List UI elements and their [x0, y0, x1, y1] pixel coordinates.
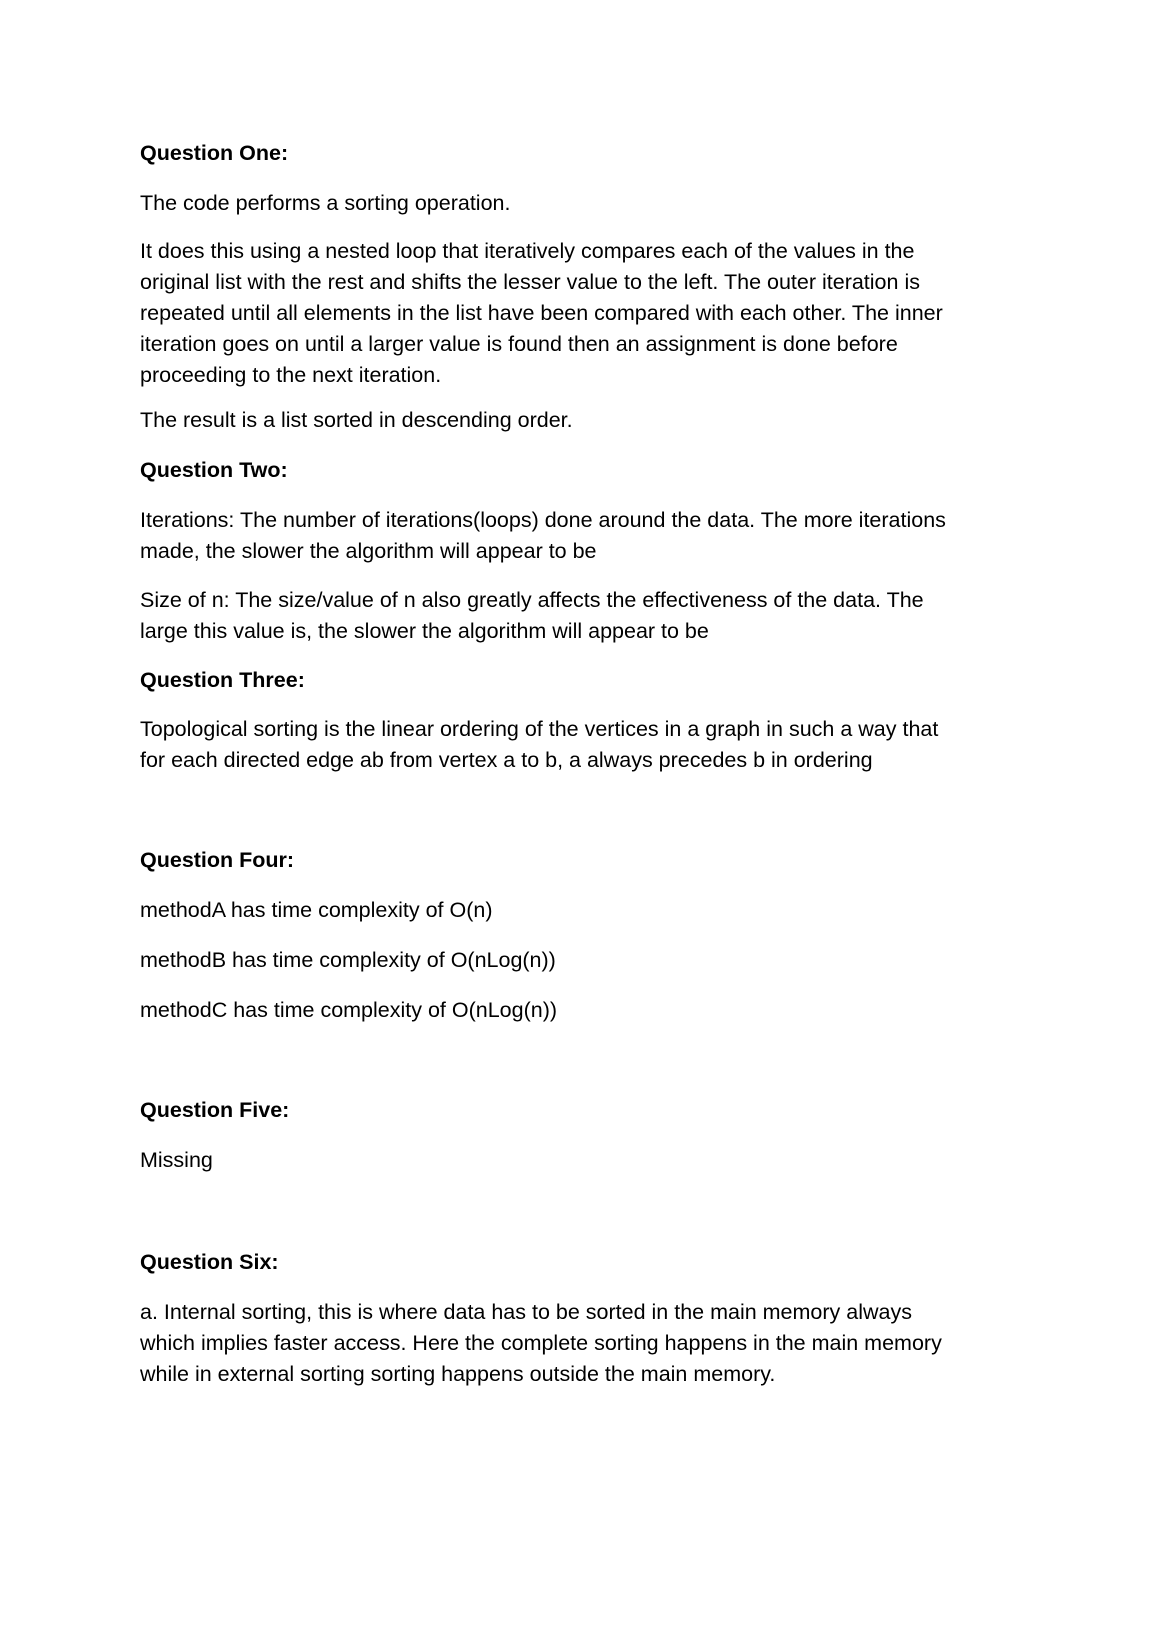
question-one-paragraph-2: It does this using a nested loop that iteratively compares each of the values in the original list with the rest and shifts the lesser value to the left. The outer iteration is repeated until all elements in the list have been compared with each other. The inner iteration goes on until a larger value is found then an assignment is done before proceeding to the next iteration. — [140, 239, 943, 387]
question-one-heading: Question One: — [140, 141, 289, 165]
question-four-paragraph-3: methodC has time complexity of O(nLog(n)) — [140, 998, 558, 1022]
question-one-paragraph-1: The code performs a sorting operation. — [140, 191, 511, 215]
question-two-paragraph-2: Size of n: The size/value of n also greatly affects the effectiveness of the data. The large this value is, the slower the algorithm will appear to be — [140, 588, 924, 643]
question-five-heading: Question Five: — [140, 1098, 290, 1122]
question-five-paragraph-1: Missing — [140, 1148, 213, 1172]
question-six-paragraph-1: a. Internal sorting, this is where data has to be sorted in the main memory always which implies faster access. Here the complete sorting happens in the main memory while in external sorting sorting happens outside the main memory. — [140, 1300, 942, 1386]
document-page — [140, 0, 1040, 1638]
question-four-paragraph-1: methodA has time complexity of O(n) — [140, 898, 493, 922]
question-four-heading: Question Four: — [140, 848, 295, 872]
question-two-paragraph-1: Iterations: The number of iterations(loops) done around the data. The more iterations made, the slower the algorithm will appear to be — [140, 508, 946, 563]
question-two-heading: Question Two: — [140, 458, 288, 482]
question-six-heading: Question Six: — [140, 1250, 279, 1274]
question-one-paragraph-3: The result is a list sorted in descending order. — [140, 408, 573, 432]
question-three-paragraph-1: Topological sorting is the linear ordering of the vertices in a graph in such a way that for each directed edge ab from vertex a to b, a always precedes b in ordering — [140, 717, 939, 772]
question-four-paragraph-2: methodB has time complexity of O(nLog(n)) — [140, 948, 556, 972]
question-three-heading: Question Three: — [140, 668, 305, 692]
